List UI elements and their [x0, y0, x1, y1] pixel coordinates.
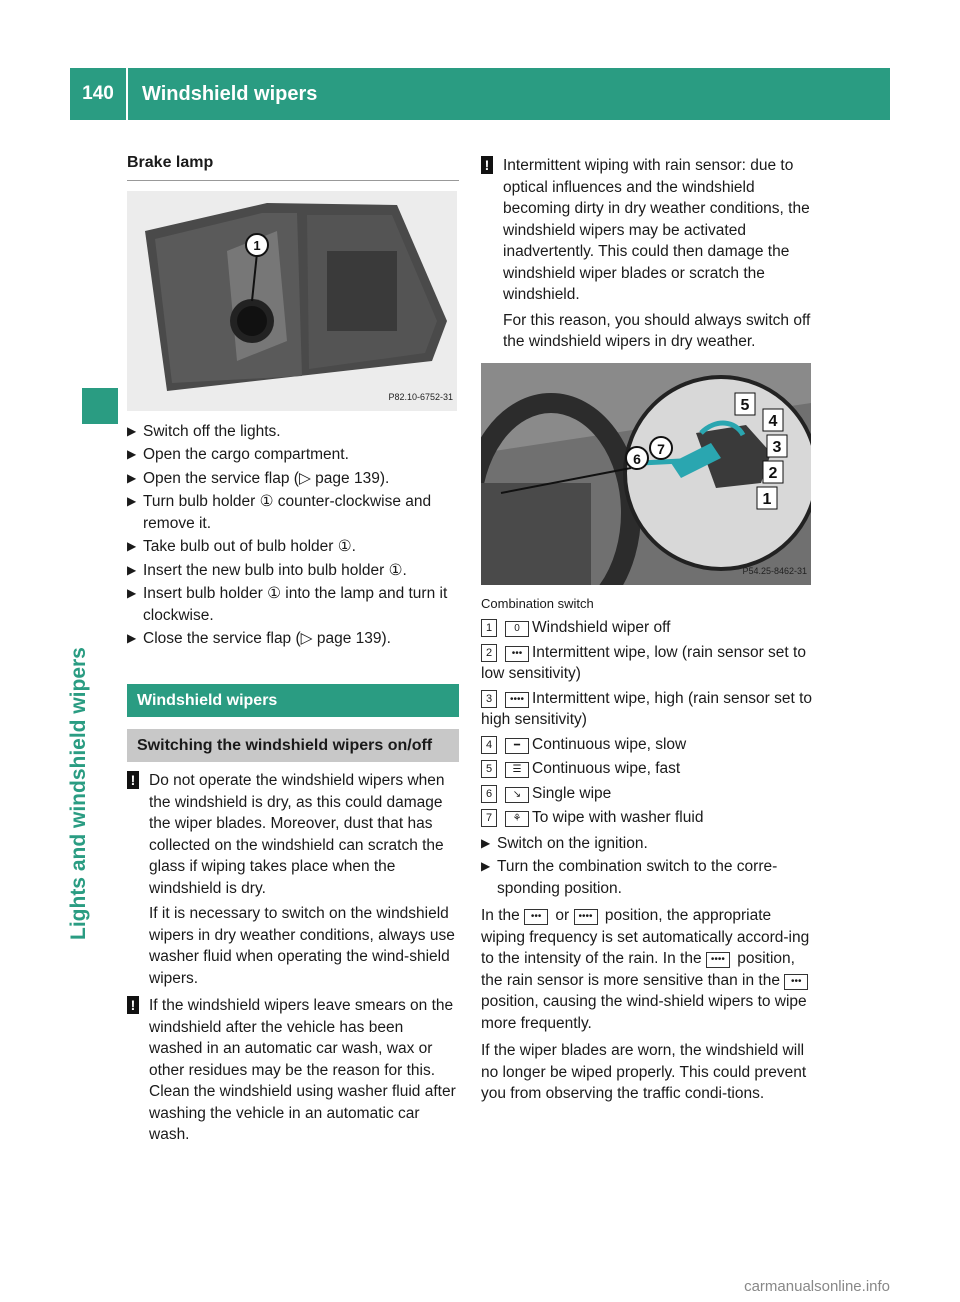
photo2-callout: 1	[762, 490, 772, 508]
combination-switch-photo	[481, 363, 811, 585]
step-item: ▶ Take bulb out of bulb holder ①.	[127, 536, 459, 558]
warning-icon: !	[481, 156, 493, 174]
washer-fluid-icon: ⚘	[505, 811, 529, 827]
continuous-fast-icon: ☰	[505, 762, 529, 778]
warning-note: ! Intermittent wiping with rain sensor: due to optical influences and the windshield becoming dirty in dry weather conditions, the windshield wipers may be activated inadvertently. This could then damage the windshield wiper blades or scratch the windshield. For this reason, you should always switch off the windshield wipers in dry weather.	[481, 155, 813, 353]
photo2-callout: 5	[740, 396, 750, 414]
warning-icon: !	[127, 771, 139, 789]
arrow-icon: ▶	[127, 447, 137, 461]
intermittent-high-icon: ••••	[706, 952, 730, 968]
step-item: ▶ Switch off the lights.	[127, 421, 459, 443]
warning-icon: !	[127, 996, 139, 1014]
warning-note: ! If the windshield wipers leave smears on the windshield after the vehicle has been washed in an automatic car wash, wax or other residues may be the reason for this. Clean the windshield using washer fluid after washing the vehicle in an automatic car wash.	[127, 995, 459, 1146]
step-item: ▶ Turn the combination switch to the corre-sponding position.	[481, 858, 778, 897]
photo2-callout: 6	[633, 450, 641, 467]
arrow-icon: ▶	[127, 631, 137, 645]
arrow-icon: ▶	[127, 423, 137, 438]
intermittent-high-icon: ••••	[505, 692, 529, 708]
photo2-callout: 2	[768, 464, 778, 482]
arrow-icon: ▶	[127, 470, 137, 485]
arrow-icon: ▶	[127, 494, 137, 508]
step-item: ▶ Switch on the ignition.	[481, 833, 813, 855]
left-column	[127, 152, 459, 1152]
list-item: 3 •••• Intermittent wipe, high (rain sensor set to high sensitivity)	[481, 689, 812, 728]
arrow-icon: ▶	[127, 562, 137, 577]
single-wipe-icon: ↘	[505, 787, 529, 803]
list-item: 1 0 Windshield wiper off	[481, 617, 813, 639]
brake-lamp-illustration	[127, 191, 457, 411]
right-column	[481, 155, 813, 1109]
step-item: ▶ Open the service flap (▷ page 139).	[127, 468, 459, 490]
intermittent-high-icon: ••••	[574, 909, 598, 925]
photo1-callout: 1	[253, 237, 261, 253]
intermittent-low-icon: •••	[524, 909, 548, 925]
arrow-icon: ▶	[481, 835, 491, 850]
step-item: ▶ Turn bulb holder ① counter-clockwise and remove it.	[127, 493, 432, 532]
continuous-slow-icon: ━	[505, 738, 529, 754]
chapter-side-tab	[67, 160, 126, 1124]
chapter-label: Lights and windshield wipers	[67, 647, 90, 940]
subsection-banner: Switching the windshield wipers on/off	[127, 729, 459, 762]
arrow-icon: ▶	[127, 586, 137, 600]
switch-steps	[481, 833, 813, 900]
brake-lamp-steps	[127, 421, 459, 650]
combination-switch-illustration	[481, 363, 811, 585]
rain-sensor-paragraph: In the ••• or •••• position, the appropriate wiping frequency is set automatically accord-ing to the intensity of the rain. In the •••• position, the rain sensor is more sensitive than in the ••• position, causing the wind-shield wipers to wipe more frequently.	[481, 907, 810, 1032]
brake-lamp-heading: Brake lamp	[127, 152, 459, 181]
figure-caption: Combination switch	[481, 595, 594, 611]
list-item: 4 ━ Continuous wipe, slow	[481, 734, 813, 756]
photo2-callout: 3	[772, 438, 782, 456]
position-list	[481, 617, 813, 829]
page-title: Windshield wipers	[128, 68, 890, 120]
list-item: 7 ⚘ To wipe with washer fluid	[481, 807, 813, 829]
photo2-code: P54.25-8462-31	[742, 566, 807, 576]
worn-blades-paragraph: If the wiper blades are worn, the windshield will no longer be wiped properly. This could prevent you from observing the traffic condi-tions.	[481, 1042, 807, 1102]
step-item: ▶ Insert bulb holder ① into the lamp and turn it clockwise.	[127, 585, 448, 624]
list-item: 5 ☰ Continuous wipe, fast	[481, 758, 813, 780]
wiper-off-icon: 0	[505, 621, 529, 637]
watermark: carmanualsonline.info	[744, 1278, 890, 1295]
intermittent-low-icon: •••	[784, 974, 808, 990]
list-item: 2 ••• Intermittent wipe, low (rain sensor set to low sensitivity)	[481, 643, 806, 682]
list-item: 6 ↘ Single wipe	[481, 783, 813, 805]
step-item: ▶ Close the service flap (▷ page 139).	[127, 628, 459, 650]
brake-lamp-photo	[127, 191, 457, 411]
arrow-icon: ▶	[127, 539, 137, 553]
photo1-code: P82.10-6752-31	[388, 392, 453, 402]
photo2-callout: 4	[768, 412, 778, 430]
warning-note: ! Do not operate the windshield wipers when the windshield is dry, as this could damage the wiper blades. Moreover, dust that has collected on the windshield can scratch the glass if wiping takes place when the windshield is dry. If it is necessary to switch on the windshield wipers in dry weather conditions, always use washer fluid when operating the wind-shield wipers.	[127, 770, 459, 989]
arrow-icon: ▶	[481, 859, 491, 873]
chapter-marker	[82, 388, 118, 424]
intermittent-low-icon: •••	[505, 646, 529, 662]
photo2-callout: 7	[657, 440, 665, 457]
page-number: 140	[70, 68, 126, 120]
step-item: ▶ Insert the new bulb into bulb holder ①.	[127, 560, 459, 582]
step-item: ▶ Open the cargo compartment.	[127, 444, 459, 466]
section-banner: Windshield wipers	[127, 684, 459, 718]
